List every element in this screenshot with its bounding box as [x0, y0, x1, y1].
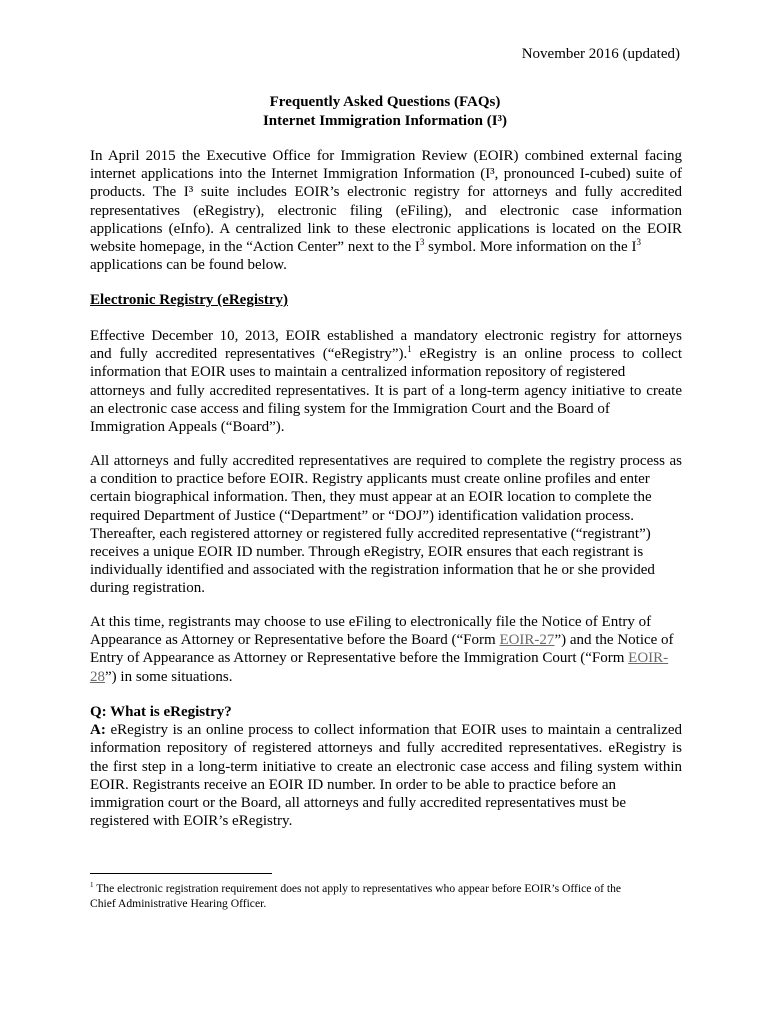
- intro-line: applications (eInfo). A centralized link to these electronic applications is located on the EOIR: [90, 220, 682, 237]
- intro-line: In April 2015 the Executive Office for Immigration Review (EOIR) combined external facing: [90, 148, 682, 164]
- paragraph-text: and fully accredited representatives (“eRegistry”).: [90, 346, 408, 363]
- faq-answer-line: information repository of registered attorneys and fully accredited representatives. eRegistry is: [90, 740, 682, 757]
- faq-eregistry: [90, 703, 682, 830]
- title-line-1: Frequently Asked Questions (FAQs): [269, 94, 501, 110]
- paragraph-line: At this time, registrants may choose to use eFiling to electronically file the Notice of Entry of: [90, 614, 652, 630]
- intro-line: applications can be found below.: [90, 257, 287, 274]
- faq-answer-text: eRegistry is an online process to collect information that EOIR uses to maintain a centralized: [105, 722, 682, 739]
- faq-answer-line: [90, 721, 682, 739]
- title-line-2: Internet Immigration Information (I³): [262, 113, 508, 129]
- intro-line: representatives (eRegistry), electronic filing (eFiling), and electronic case information: [90, 202, 682, 219]
- footnote-text: The electronic registration requirement does not apply to representatives who appear before EOIR’s Office of the: [93, 882, 622, 895]
- form-eoir-28-link[interactable]: 28: [90, 668, 105, 685]
- paragraph-line: certain biographical information. Then, they must appear at an EOIR location to complete the: [90, 489, 652, 506]
- paragraph-line: [90, 649, 682, 667]
- paragraph-line: [90, 631, 682, 649]
- document-date: November 2016 (updated): [521, 46, 680, 62]
- footnote-divider: [90, 873, 272, 874]
- section-heading: Electronic Registry (eRegistry): [90, 292, 288, 308]
- paragraph-line: during registration.: [90, 580, 205, 597]
- paragraph-line: attorneys and fully accredited representatives. It is part of a long-term agency initiative to create: [90, 382, 682, 399]
- footnote-line: [90, 881, 682, 896]
- footnote-line: Chief Administrative Hearing Officer.: [90, 897, 267, 910]
- intro-line: products. The I³ suite includes EOIR’s electronic registry for attorneys and fully accredited: [90, 184, 682, 201]
- paragraph-text: ”) and the Notice of: [554, 632, 674, 649]
- footnote-marker: 1: [90, 881, 94, 890]
- footnote-ref[interactable]: 1: [407, 344, 412, 355]
- superscript: 3: [636, 237, 641, 248]
- paragraph-line: an electronic case access and filing system for the Immigration Court and the Board of: [90, 400, 610, 417]
- form-eoir-28-link[interactable]: EOIR-: [628, 650, 669, 667]
- intro-line: [90, 238, 682, 256]
- paragraph-line: individually identified and associated with the registration information that he or she provided: [90, 562, 655, 579]
- footnote: [90, 881, 682, 911]
- intro-text: website homepage, in the “Action Center” next to the I: [90, 239, 420, 256]
- paragraph-text: eRegistry is an online process to collect: [411, 346, 683, 363]
- intro-paragraph: [90, 147, 682, 274]
- paragraph-line: information that EOIR uses to maintain a centralized information repository of registered: [90, 364, 626, 381]
- faq-answer-line: registered with EOIR’s eRegistry.: [90, 813, 293, 830]
- paragraph-text: Entry of Appearance as Attorney or Representative before the Immigration Court (“Form: [90, 650, 629, 667]
- faq-answer-line: immigration court or the Board, all attorneys and fully accredited representatives must be: [90, 795, 627, 812]
- eregistry-paragraph: [90, 327, 682, 436]
- requirements-paragraph: [90, 452, 682, 598]
- faq-answer-line: the first step in a long-term initiative to create an electronic case access and filing system within: [90, 758, 682, 775]
- paragraph-line: a condition to practice before EOIR. Registry applicants must create online profiles and enter: [90, 471, 650, 488]
- paragraph-line: Immigration Appeals (“Board”).: [90, 419, 285, 436]
- paragraph-line: receives a unique EOIR ID number. Through eRegistry, EOIR ensures that each registrant is: [90, 544, 644, 561]
- faq-question: Q: What is eRegistry?: [90, 704, 232, 720]
- form-eoir-27-link[interactable]: EOIR-27: [499, 632, 555, 649]
- paragraph-line: Effective December 10, 2013, EOIR established a mandatory electronic registry for attorneys: [90, 328, 682, 344]
- paragraph-line: All attorneys and fully accredited representatives are required to complete the registry process as: [90, 453, 682, 469]
- efiling-paragraph: [90, 613, 682, 686]
- paragraph-text: ”) in some situations.: [105, 668, 233, 685]
- faq-answer-line: EOIR. Registrants receive an EOIR ID number. In order to be able to practice before an: [90, 776, 617, 793]
- faq-answer-label: A:: [90, 722, 106, 739]
- paragraph-line: Thereafter, each registered attorney or registered fully accredited representative (“registrant”): [90, 525, 651, 542]
- paragraph-line: [90, 668, 682, 686]
- paragraph-line: [90, 345, 682, 363]
- superscript: 3: [419, 237, 425, 248]
- paragraph-line: required Department of Justice (“Department” or “DOJ”) identification validation process.: [90, 507, 634, 524]
- intro-line: internet applications into the Internet Immigration Information (I³, pronounced I-cubed) suite of: [90, 166, 682, 183]
- document-title: [0, 93, 770, 131]
- paragraph-text: Appearance as Attorney or Representative before the Board (“Form: [90, 632, 500, 649]
- intro-text: symbol. More information on the I: [424, 239, 637, 256]
